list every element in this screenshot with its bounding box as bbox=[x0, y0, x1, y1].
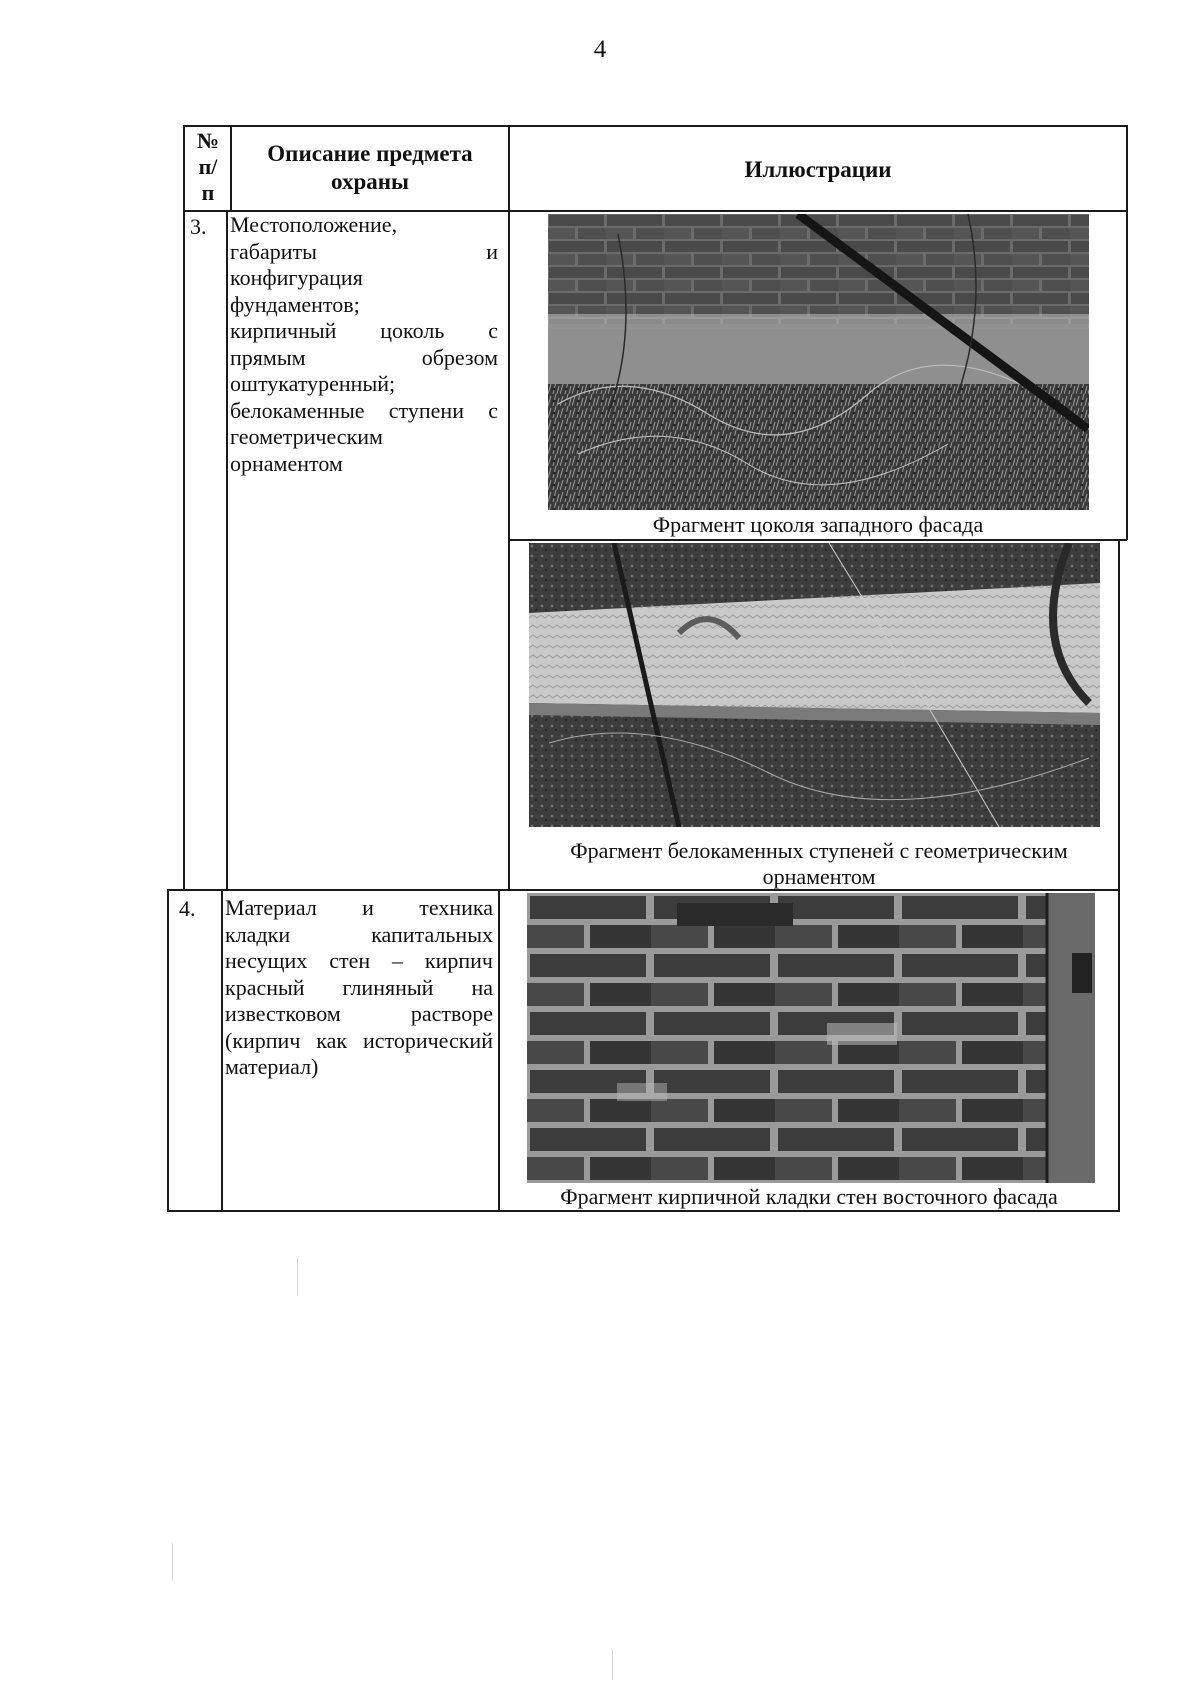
table-illustration-divider bbox=[508, 539, 1127, 541]
word: техника bbox=[419, 895, 493, 920]
row-4-desc-line-4 bbox=[225, 975, 493, 1002]
table-col-divider-2-row4 bbox=[498, 889, 500, 1212]
row-4-desc-line-3 bbox=[225, 948, 493, 975]
word: капитальных bbox=[371, 921, 493, 947]
word: Местоположение, bbox=[230, 212, 398, 237]
header-description bbox=[232, 140, 508, 196]
row-3-desc-line-8 bbox=[230, 398, 498, 425]
word: кирпичный bbox=[230, 318, 337, 343]
word: стен bbox=[329, 948, 371, 973]
word: известковом bbox=[225, 1001, 341, 1026]
caption-brick-masonry-east-facade: Фрагмент кирпичной кладки стен восточного фасада bbox=[560, 1184, 1058, 1209]
word: оштукатуренный; bbox=[230, 371, 396, 396]
row-4-description bbox=[225, 895, 493, 1081]
table-border-left-row3 bbox=[183, 210, 185, 890]
steps-photo-svg bbox=[529, 543, 1100, 827]
header-num bbox=[186, 128, 230, 206]
table-col-divider-2-row3-bottom bbox=[508, 539, 510, 891]
row-3-desc-line-6 bbox=[230, 345, 498, 372]
table-border-left-header bbox=[183, 125, 185, 210]
brick-photo-svg bbox=[527, 893, 1095, 1183]
page-number: 4 bbox=[593, 36, 607, 63]
word: цоколь bbox=[380, 318, 445, 343]
table-border-top bbox=[184, 125, 1127, 127]
scan-artifact bbox=[297, 1258, 298, 1296]
row-3-desc-line-3 bbox=[230, 265, 498, 292]
word: глиняный bbox=[342, 974, 434, 1000]
word: материал) bbox=[225, 1054, 319, 1079]
header-num-line-2: п/ bbox=[198, 154, 218, 179]
word: фундаментов; bbox=[230, 291, 360, 317]
word: ступени bbox=[388, 397, 464, 423]
scan-artifact bbox=[172, 1543, 173, 1581]
plinth-photo-svg bbox=[548, 214, 1089, 510]
row-3-desc-line-10 bbox=[230, 451, 498, 478]
word: обрезом bbox=[421, 344, 498, 370]
word: кладки bbox=[225, 921, 291, 947]
row-3-desc-line-2 bbox=[230, 239, 498, 266]
word: и bbox=[362, 895, 374, 920]
table-col-divider-1-row4 bbox=[221, 889, 223, 1212]
row-4-desc-line-1 bbox=[225, 895, 493, 922]
row-4-desc-line-5 bbox=[225, 1001, 493, 1028]
row-4-desc-line-7 bbox=[225, 1054, 493, 1081]
header-description-line-1: Описание предмета bbox=[267, 141, 473, 166]
header-num-line-1: № bbox=[196, 128, 220, 153]
table-col-divider-2-row3-top bbox=[508, 210, 510, 540]
row-3-description bbox=[230, 212, 498, 477]
brick-masonry-east-facade-photo bbox=[527, 893, 1095, 1183]
word: Материал bbox=[225, 895, 317, 920]
word: на bbox=[471, 974, 493, 1000]
word: орнаментом bbox=[230, 450, 343, 476]
row-4-desc-line-6 bbox=[225, 1028, 493, 1055]
word: несущих bbox=[225, 948, 308, 973]
word: с bbox=[488, 318, 498, 343]
row-4-desc-line-2 bbox=[225, 922, 493, 949]
header-illustrations: Иллюстрации bbox=[744, 157, 892, 182]
caption-white-stone-steps: Фрагмент белокаменных ступеней с геометрическим орнаментом bbox=[570, 838, 1068, 889]
header-description-line-2: охраны bbox=[331, 169, 409, 194]
word: раствоpе bbox=[410, 1001, 493, 1026]
header-num-line-3: п bbox=[201, 180, 215, 205]
row-3-desc-line-4 bbox=[230, 292, 498, 319]
caption-plinth-west-facade: Фрагмент цоколя западного фасада bbox=[652, 512, 984, 537]
row-3-desc-line-1 bbox=[230, 212, 498, 239]
word: исторический bbox=[362, 1027, 493, 1053]
table-border-left-row4 bbox=[167, 889, 169, 1212]
word: габариты bbox=[230, 238, 317, 264]
word: конфигурация bbox=[230, 265, 363, 290]
row-3-desc-line-9 bbox=[230, 424, 498, 451]
word: как bbox=[316, 1027, 348, 1053]
word: прямым bbox=[230, 344, 306, 370]
table-border-right-header bbox=[1126, 125, 1128, 213]
word: с bbox=[488, 397, 498, 423]
word: белокаменные bbox=[230, 397, 365, 423]
word: геометрическим bbox=[230, 424, 383, 449]
table-border-bottom bbox=[167, 1210, 1120, 1212]
table-col-divider-1-row3 bbox=[226, 210, 228, 890]
row-4-number: 4. bbox=[179, 896, 196, 921]
word: (кирпич bbox=[225, 1027, 301, 1053]
row-3-number: 3. bbox=[190, 214, 207, 239]
word: – bbox=[392, 948, 404, 973]
word: кирпич bbox=[424, 948, 493, 973]
row-3-desc-line-7 bbox=[230, 371, 498, 398]
table-border-right-row4 bbox=[1118, 889, 1120, 1212]
scan-artifact bbox=[612, 1650, 613, 1680]
word: красный bbox=[225, 974, 305, 1000]
table-right-row3-bottom bbox=[1118, 539, 1120, 891]
word: и bbox=[486, 238, 498, 264]
plinth-west-facade-photo bbox=[548, 214, 1089, 510]
table-right-row3-top bbox=[1126, 210, 1128, 540]
white-stone-steps-photo bbox=[529, 543, 1100, 827]
row-3-desc-line-5 bbox=[230, 318, 498, 345]
